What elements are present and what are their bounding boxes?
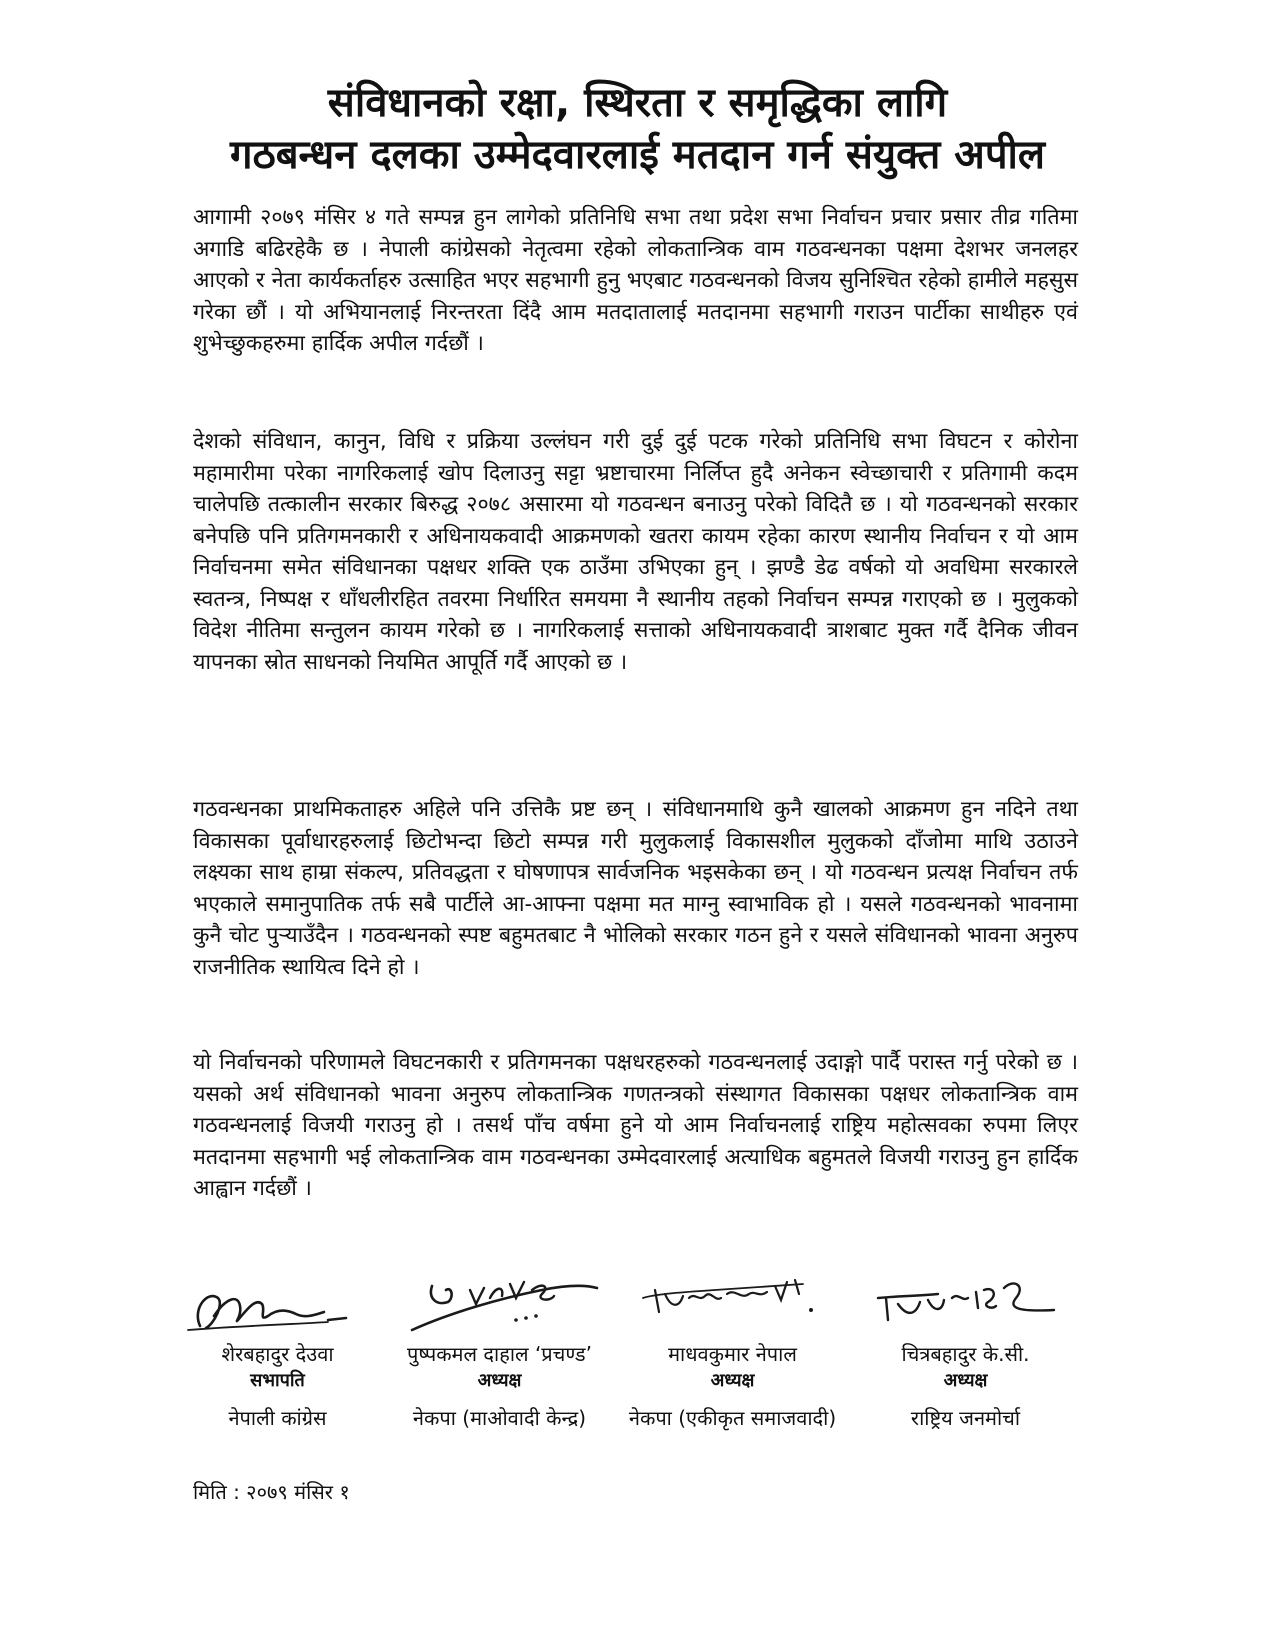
paragraph-2: देशको संविधान, कानुन, विधि र प्रक्रिया उल्लंघन गरी दुई दुई पटक गरेको प्रतिनिधि सभा विघटन र कोरोना महामारीमा परेका नागरिकलाई खोप दिलाउनु सट्टा भ्रष्टाचारमा निर्लिप्त हुदै अनेकन स्वेच्छाचारी र प्रतिगामी कदम चालेपछि तत्कालीन सरकार बिरुद्ध २०७८ असारमा यो गठवन्धन बनाउनु परेको विदितै छ । यो गठवन्धनको सरकार बनेपछि पनि प्रतिगमनकारी र अधिनायकवादी आक्रमणको खतरा कायम रहेका कारण स्थानीय निर्वाचन र यो आम निर्वाचनमा समेत संविधानका पक्षधर शक्ति एक ठाउँमा उभिएका हुन् । झण्डै डेढ वर्षको यो अवधिमा सरकारले स्वतन्त्र, निष्पक्ष र धाँधलीरहित तवरमा निर्धारित समयमा नै स्थानीय तहको निर्वाचन सम्पन्न गराएको छ । मुलुकको विदेश नीतिमा सन्तुलन कायम गरेको छ । नागरिकलाई सत्ताको अधिनायकवादी त्राशबाट मुक्त गर्दै दैनिक जीवन यापनका स्रोत साधनको नियमित आपूर्ति गर्दै आएको छ ।: [193, 429, 1078, 675]
signatories-block: [170, 1268, 1080, 1428]
signatory-role: अध्यक्ष: [943, 1370, 988, 1391]
signatory-party: नेपाली कांग्रेस: [228, 1406, 327, 1430]
signature-1: [170, 1268, 385, 1340]
signatory-4: [858, 1268, 1073, 1432]
signatory-role: अध्यक्ष: [710, 1370, 755, 1391]
signatory-party: राष्ट्रिय जनमोर्चा: [910, 1406, 1021, 1430]
document-title-line-2: गठबन्धन दलका उम्मेदवारलाई मतदान गर्न संयुक्त अपील: [229, 132, 1046, 178]
signatory-name: माधवकुमार नेपाल: [668, 1342, 797, 1366]
signature-4: [858, 1268, 1073, 1340]
signatory-name: शेरबहादुर देउवा: [221, 1342, 334, 1366]
signatory-3: [625, 1268, 840, 1432]
signatory-role: सभापति: [250, 1370, 305, 1391]
signatory-name: चित्रबहादुर के.सी.: [901, 1342, 1030, 1366]
signatory-role: अध्यक्ष: [477, 1370, 522, 1391]
signature-2: [392, 1268, 607, 1340]
paragraph-3: गठवन्धनका प्राथमिकताहरु अहिले पनि उत्तिकै प्रष्ट छन् । संविधानमाथि कुनै खालको आक्रमण हुन नदिने तथा विकासका पूर्वाधारहरुलाई छिटोभन्दा छिटो सम्पन्न गरी मुलुकलाई विकासशील मुलुकको दाँजोमा माथि उठाउने लक्ष्यका साथ हाम्रा संकल्प, प्रतिवद्धता र घोषणापत्र सार्वजनिक भइसकेका छन् । यो गठवन्धन प्रत्यक्ष निर्वाचन तर्फ भएकाले समानुपातिक तर्फ सबै पार्टीले आ-आफ्ना पक्षमा मत माग्नु स्वाभाविक हो । यसले गठवन्धनको भावनामा कुनै चोट पुर्‍याउँदैन । गठवन्धनको स्पष्ट बहुमतबाट नै भोलिको सरकार गठन हुने र यसले संविधानको भावना अनुरुप राजनीतिक स्थायित्व दिने हो ।: [193, 797, 1078, 980]
document-date: मिति : २०७९ मंसिर १: [193, 1480, 350, 1504]
paragraph-1: आगामी २०७९ मंसिर ४ गते सम्पन्न हुन लागेको प्रतिनिधि सभा तथा प्रदेश सभा निर्वाचन प्रचार प्रसार तीव्र गतिमा अगाडि बढिरहेकै छ । नेपाली कांग्रेसको नेतृत्वमा रहेको लोकतान्त्रिक वाम गठवन्धनका पक्षमा देशभर जनलहर आएको र नेता कार्यकर्ताहरु उत्साहित भएर सहभागी हुनु भएबाट गठवन्धनको विजय सुनिश्चित रहेको हामीले महसुस गरेका छौं । यो अभियानलाई निरन्तरता दिंदै आम मतदातालाई मतदानमा सहभागी गराउन पार्टीका साथीहरु एवं शुभेच्छुकहरुमा हार्दिक अपील गर्दछौं ।: [193, 205, 1078, 356]
signatory-party: नेकपा (एकीकृत समाजवादी): [628, 1406, 837, 1430]
signatory-party: नेकपा (माओवादी केन्द्र): [412, 1406, 587, 1430]
paragraph-4: यो निर्वाचनको परिणामले विघटनकारी र प्रतिगमनका पक्षधरहरुको गठवन्धनलाई उदाङ्गो पार्दै परास्त गर्नु परेको छ । यसको अर्थ संविधानको भावना अनुरुप लोकतान्त्रिक गणतन्त्रको संस्थागत विकासका पक्षधर लोकतान्त्रिक वाम गठवन्धनलाई विजयी गराउनु हो । तसर्थ पाँच वर्षमा हुने यो आम निर्वाचनलाई राष्ट्रिय महोत्सवका रुपमा लिएर मतदानमा सहभागी भई लोकतान्त्रिक वाम गठवन्धनका उम्मेदवारलाई अत्याधिक बहुमतले विजयी गराउनु हुन हार्दिक आह्वान गर्दछौं ।: [193, 1050, 1078, 1201]
signatory-2: [392, 1268, 607, 1432]
signatory-name: पुष्पकमल दाहाल ‘प्रचण्ड’: [407, 1342, 592, 1366]
signature-3: [625, 1268, 840, 1340]
signatory-1: [170, 1268, 385, 1432]
document-title-line-1: संविधानको रक्षा, स्थिरता र समृद्धिका लागि: [327, 80, 948, 126]
